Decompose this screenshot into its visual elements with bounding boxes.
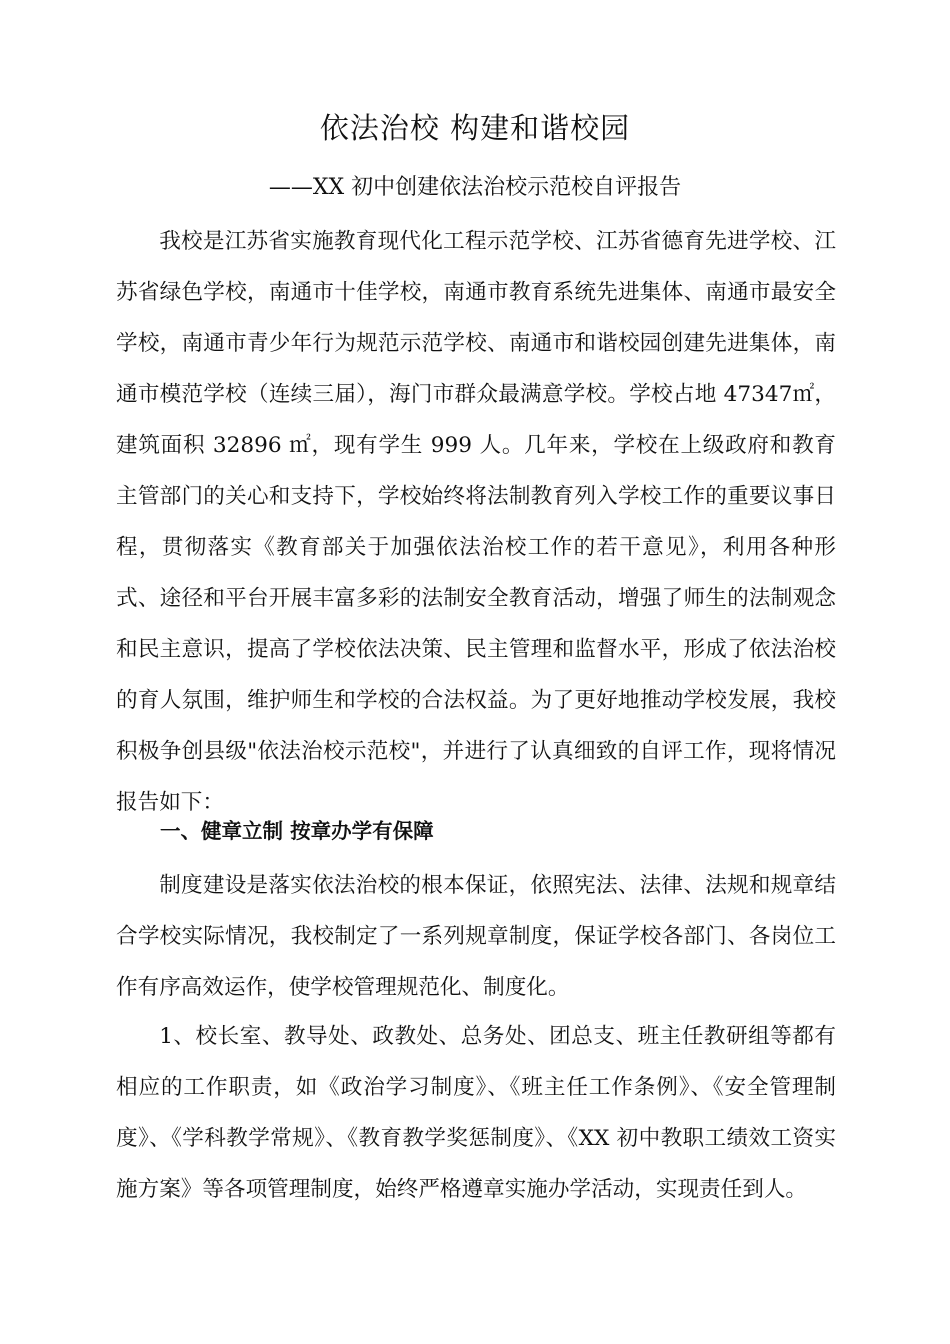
section-paragraph: 制度建设是落实依法治校的根本保证，依照宪法、法律、法规和规章结合学校实际情况，我校制定了一系列规章制度，保证学校各部门、各岗位工作有序高效运作，使学校管理规范化、制度化。 — [116, 873, 836, 1000]
numbered-paragraph: 1、校长室、教导处、政教处、总务处、团总支、班主任教研组等都有相应的工作职责，如《政治学习制度》、《班主任工作条例》、《安全管理制度》、《学科教学常规》、《教育教学奖惩制度》、《XX 初中教职工绩效工资实施方案》等各项管理制度，始终严格遵章实施办学活动，实现责任到人。 — [116, 1024, 836, 1202]
intro-paragraph: 我校是江苏省实施教育现代化工程示范学校、江苏省德育先进学校、江苏省绿色学校，南通市十佳学校，南通市教育系统先进集体、南通市最安全学校，南通市青少年行为规范示范学校、南通市和谐校园创建先进集体，南通市模范学校（连续三届），海门市群众最满意学校。学校占地 47347㎡，建筑面积 32896 ㎡，现有学生 999 人。几年来，学校在上级政府和教育主管部门的关心和支持下，学校始终将法制教育列入学校工作的重要议事日程，贯彻落实《教育部关于加强依法治校工作的若干意见》，利用各种形式、途径和平台开展丰富多彩的法制安全教育活动，增强了师生的法制观念和民主意识，提高了学校依法决策、民主管理和监督水平，形成了依法治校的育人氛围，维护师生和学校的合法权益。为了更好地推动学校发展，我校积极争创县级"依法治校示范校"，并进行了认真细致的自评工作，现将情况报告如下： — [116, 229, 836, 815]
document-subtitle: ——XX 初中创建依法治校示范校自评报告 — [268, 175, 682, 200]
section-heading: 一、健章立制 按章办学有保障 — [160, 819, 434, 843]
document-title: 依法治校 构建和谐校园 — [319, 111, 631, 145]
